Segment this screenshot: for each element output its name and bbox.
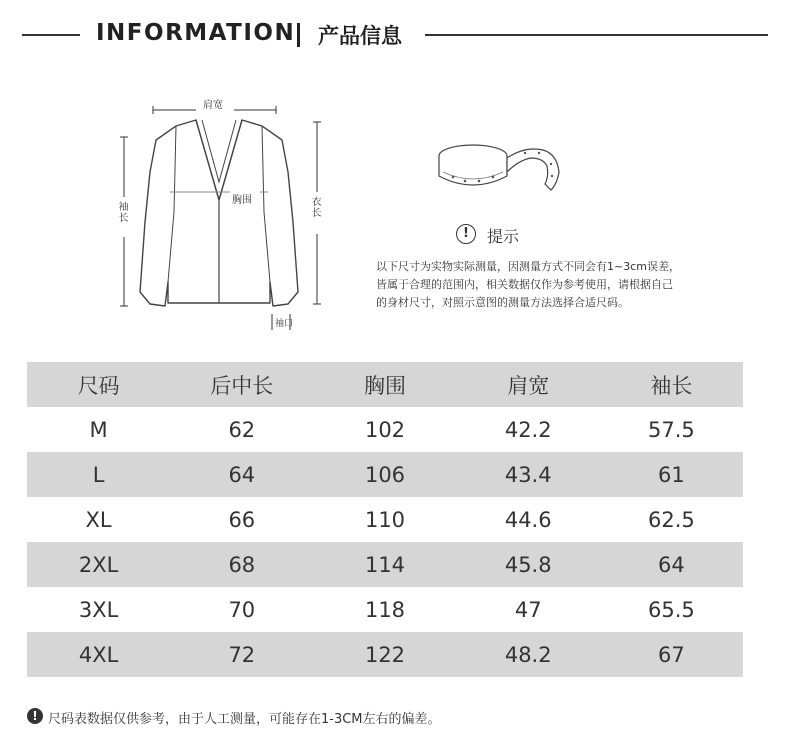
cell-size: XL bbox=[85, 507, 112, 532]
warning-icon: ! bbox=[27, 708, 43, 724]
section-header bbox=[0, 14, 790, 54]
cell-chest: 118 bbox=[364, 597, 406, 622]
header-size: 尺码 bbox=[77, 373, 120, 398]
cell-back-length: 70 bbox=[228, 597, 256, 622]
cell-chest: 106 bbox=[364, 462, 406, 487]
cell-size: L bbox=[92, 462, 105, 487]
tape-measure-icon bbox=[435, 132, 565, 202]
cell-sleeve: 67 bbox=[658, 642, 685, 667]
table-row bbox=[27, 587, 743, 632]
cell-shoulder: 45.8 bbox=[504, 552, 552, 577]
garment-diagram bbox=[110, 92, 340, 342]
info-icon: ! bbox=[456, 224, 476, 244]
cell-chest: 114 bbox=[364, 552, 406, 577]
cell-shoulder: 43.4 bbox=[504, 462, 552, 487]
cell-size: 3XL bbox=[78, 597, 119, 622]
table-header-row bbox=[27, 362, 743, 407]
sleeve-length-label: 袖长 bbox=[118, 202, 129, 224]
cell-shoulder: 47 bbox=[514, 597, 542, 622]
header-sleeve: 袖长 bbox=[650, 373, 693, 398]
cell-back-length: 68 bbox=[228, 552, 256, 577]
cell-chest: 102 bbox=[364, 417, 406, 442]
cardigan-illustration bbox=[110, 92, 340, 342]
tip-title: 提示 bbox=[487, 227, 520, 246]
cell-size: 2XL bbox=[78, 552, 119, 577]
cell-sleeve: 57.5 bbox=[648, 417, 695, 442]
header-chest: 胸围 bbox=[364, 373, 406, 398]
header-back-length: 后中长 bbox=[210, 373, 274, 398]
cell-size: 4XL bbox=[78, 642, 119, 667]
shoulder-width-label: 肩宽 bbox=[203, 100, 223, 111]
footnote-text: 尺码表数据仅供参考，由于人工测量，可能存在1-3CM左右的偏差。 bbox=[48, 712, 441, 727]
cuff-label: 袖口 bbox=[275, 319, 294, 329]
tip-line: 皆属于合理的范围内，相关数据仅作为参考使用，请根据自己 bbox=[376, 278, 673, 291]
size-table bbox=[27, 362, 743, 677]
cell-shoulder: 42.2 bbox=[504, 417, 552, 442]
tip-line: 以下尺寸为实物实际测量，因测量方式不同会有1~3cm误差， bbox=[376, 260, 680, 273]
cell-back-length: 66 bbox=[228, 507, 256, 532]
header-title-cn: 产品信息 bbox=[318, 24, 402, 48]
header-title-en: INFORMATION bbox=[96, 20, 296, 46]
body-length-label: 衣长 bbox=[311, 197, 322, 219]
cell-sleeve: 61 bbox=[658, 462, 685, 487]
cell-back-length: 62 bbox=[228, 417, 256, 442]
cell-shoulder: 44.6 bbox=[504, 507, 552, 532]
cell-chest: 122 bbox=[364, 642, 406, 667]
cell-sleeve: 62.5 bbox=[648, 507, 695, 532]
header-separator bbox=[297, 23, 300, 47]
header-shoulder: 肩宽 bbox=[507, 373, 550, 398]
cell-chest: 110 bbox=[364, 507, 406, 532]
header-rule-left bbox=[22, 34, 80, 36]
table-row bbox=[27, 407, 743, 452]
chest-label: 胸围 bbox=[232, 195, 252, 206]
table-row bbox=[27, 632, 743, 677]
cell-shoulder: 48.2 bbox=[504, 642, 552, 667]
cell-back-length: 64 bbox=[228, 462, 256, 487]
cell-sleeve: 65.5 bbox=[648, 597, 695, 622]
cell-back-length: 72 bbox=[228, 642, 256, 667]
cell-size: M bbox=[89, 417, 108, 442]
table-row bbox=[27, 542, 743, 587]
table-row bbox=[27, 497, 743, 542]
cell-sleeve: 64 bbox=[658, 552, 685, 577]
tip-text bbox=[376, 258, 716, 312]
tip-line: 的身材尺寸，对照示意图的测量方法选择合适尺码。 bbox=[376, 296, 629, 309]
table-row bbox=[27, 452, 743, 497]
header-rule-right bbox=[425, 34, 768, 36]
